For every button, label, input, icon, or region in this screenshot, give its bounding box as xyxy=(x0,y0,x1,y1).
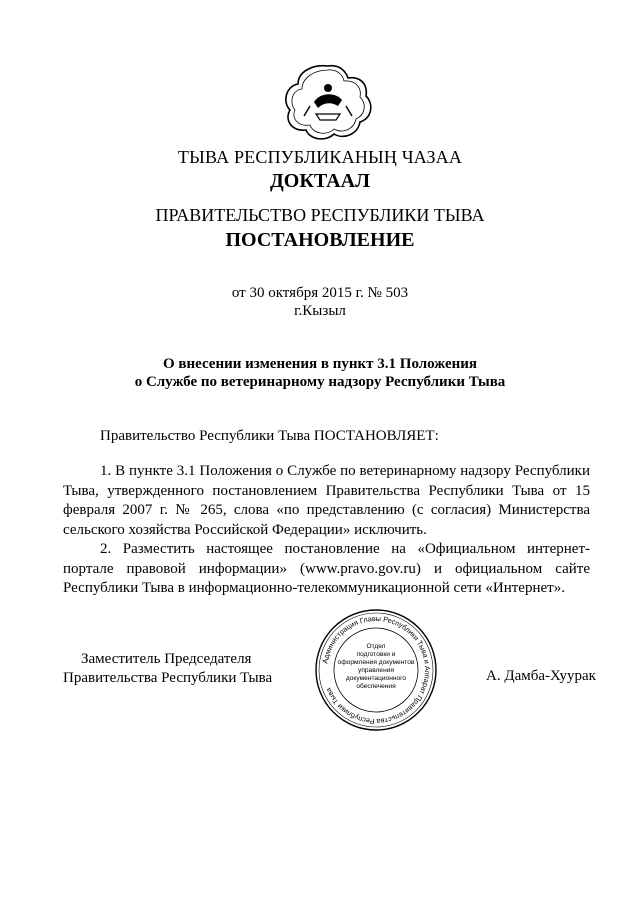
document-title-line-2: о Службе по ветеринарному надзору Республики Тыва xyxy=(134,374,506,390)
svg-text:управления: управления xyxy=(358,667,394,674)
official-seal-stamp xyxy=(314,608,438,732)
document-date-number: от 30 октября 2015 г. № 503 xyxy=(231,285,409,301)
tuvan-government-heading: ТЫВА РЕСПУБЛИКАНЫҢ ЧАЗАА xyxy=(177,147,463,167)
clause-1: 1. В пункте 3.1 Положения о Службе по ветеринарному надзору Республики Тыва, утвержденного постановлением Правительства Республики Тыва от 15 февраля 2007 г. № 265, слова «по представлению (с согласия) Министерства сельского хозяйства Российской Федерации» исключить. xyxy=(63,463,590,538)
signatory-name: А. Дамба-Хуурак xyxy=(486,668,596,684)
signatory-position-line-1: Заместитель Председателя xyxy=(81,651,252,667)
svg-text:Администрация Главы Республики: Администрация Главы Республики Тыва и Аппарат Правительства Республики Тыва xyxy=(320,613,433,727)
document-body xyxy=(63,462,590,599)
russian-doc-type-heading: ПОСТАНОВЛЕНИЕ xyxy=(225,229,415,251)
document-title-line-1: О внесении изменения в пункт 3.1 Положения xyxy=(162,356,478,372)
document-city: г.Кызыл xyxy=(294,303,346,319)
svg-text:Отдел: Отдел xyxy=(366,643,386,650)
tuvan-doc-type-heading: ДОКТААЛ xyxy=(270,170,370,192)
clause-2: 2. Разместить настоящее постановление на «Официальном интернет-портале правовой информации» (www.pravo.gov.ru) и официальном сайте Республики Тыва в информационно-телекоммуникационной сети «Интернет». xyxy=(63,541,590,596)
svg-text:обеспечения: обеспечения xyxy=(356,683,396,690)
svg-text:оформления документов: оформления документов xyxy=(337,659,415,666)
russian-government-heading: ПРАВИТЕЛЬСТВО РЕСПУБЛИКИ ТЫВА xyxy=(155,205,485,225)
signatory-position xyxy=(63,650,272,688)
svg-text:документационного: документационного xyxy=(345,675,407,682)
preamble: Правительство Республики Тыва ПОСТАНОВЛЯЕТ: xyxy=(100,428,439,444)
svg-text:подготовки и: подготовки и xyxy=(356,651,396,658)
coat-of-arms-emblem xyxy=(280,62,376,142)
signatory-position-line-2: Правительства Республики Тыва xyxy=(63,670,273,686)
